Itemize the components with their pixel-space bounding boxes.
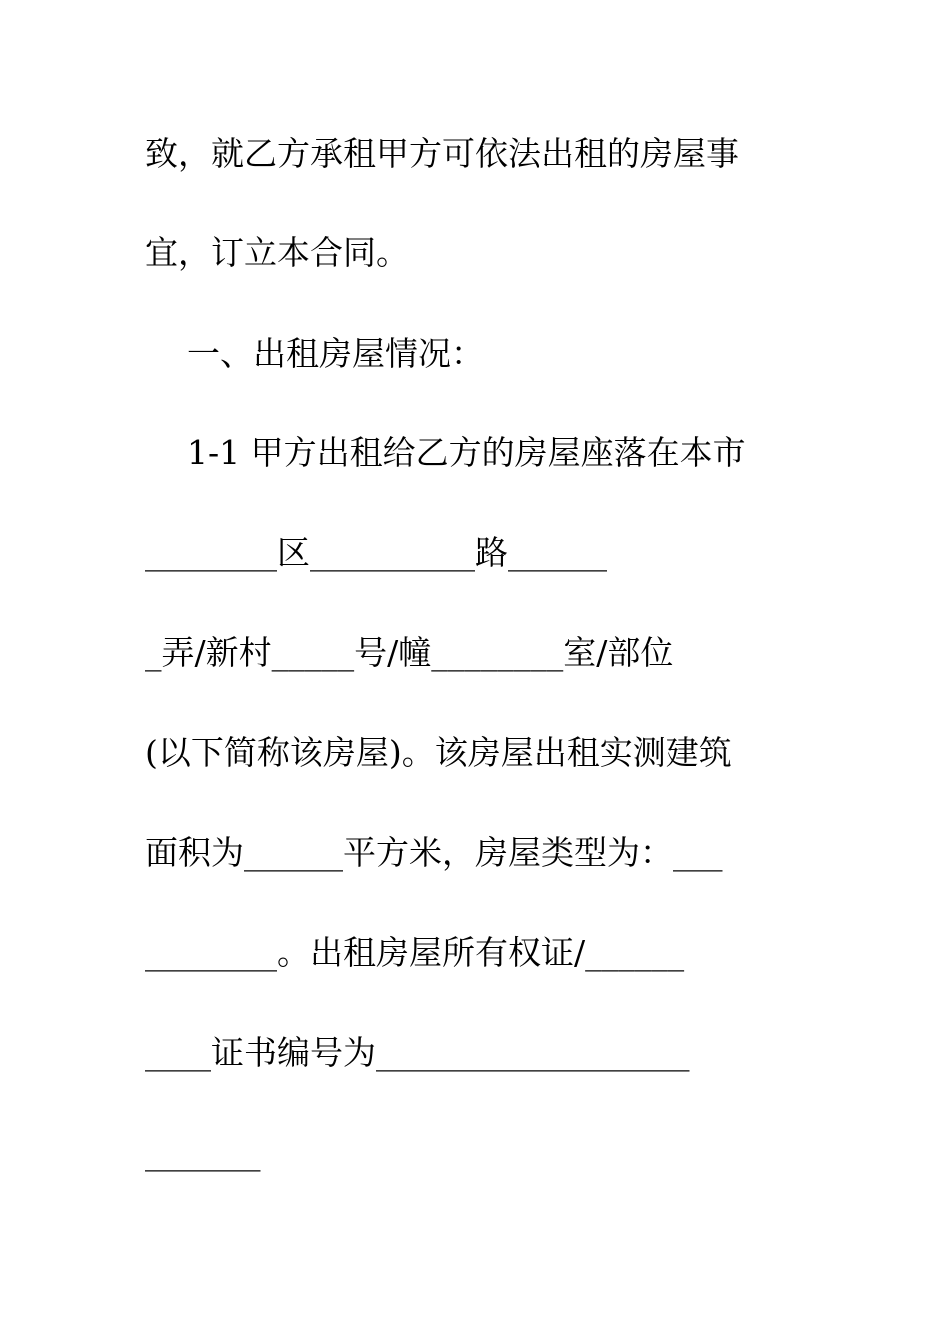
- text-line-11: _______: [145, 1133, 261, 1172]
- text-line-7: (以下简称该房屋)。该房屋出租实测建筑: [145, 733, 732, 772]
- text-line-8: 面积为______平方米，房屋类型为：___: [145, 833, 723, 872]
- text-line-9: ________。出租房屋所有权证/______: [145, 933, 685, 972]
- text-line-5: ________区__________路______: [145, 533, 607, 572]
- text-line-2: 宜，订立本合同。: [145, 233, 409, 272]
- text-line-6: _弄/新村_____号/幢________室/部位: [145, 633, 674, 672]
- clause-1-1: 1-1 甲方出租给乙方的房屋座落在本市: [145, 433, 746, 472]
- text-line-1: 致，就乙方承租甲方可依法出租的房屋事: [145, 134, 739, 173]
- section-heading: 一、出租房屋情况：: [145, 334, 484, 373]
- text-line-10: ____证书编号为___________________: [145, 1033, 690, 1072]
